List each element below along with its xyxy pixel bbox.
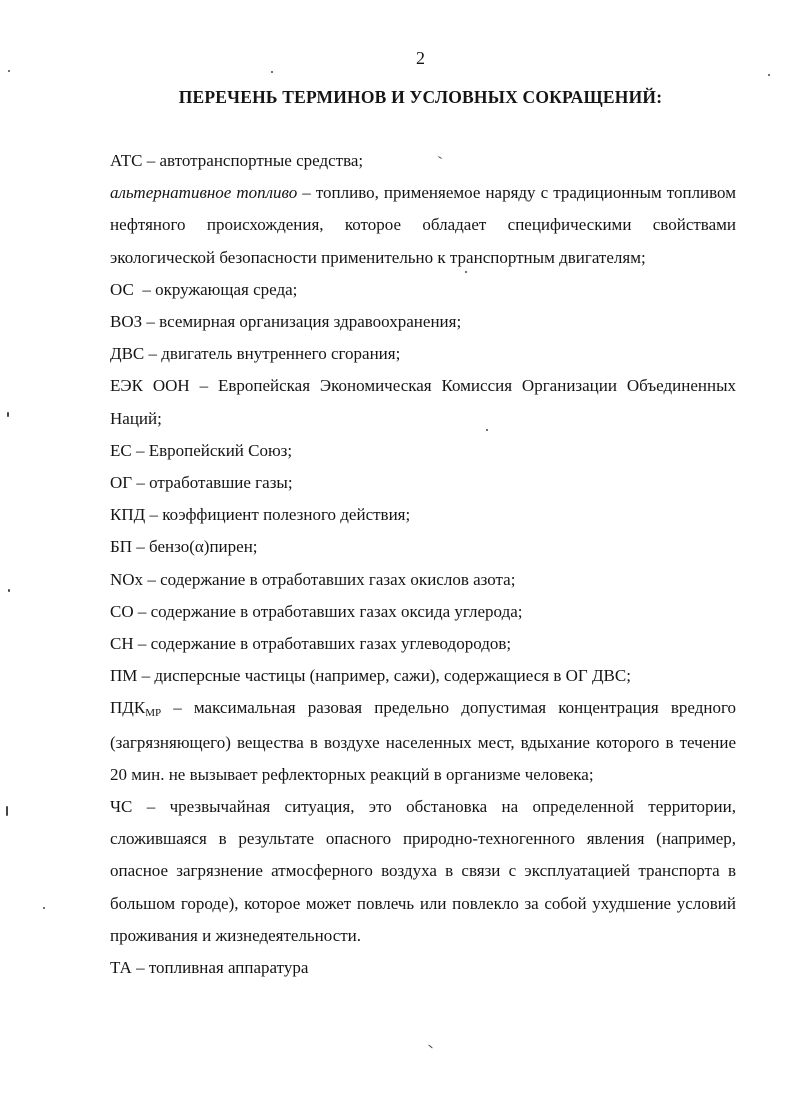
scan-speck: [8, 70, 10, 72]
term-separator: –: [161, 698, 194, 718]
scan-speck: [428, 1045, 432, 1049]
term-definition: Европейский Союз;: [148, 440, 293, 460]
term-entry-pdk-mr: [110, 692, 736, 791]
term-entry-alternative-fuel: [110, 177, 736, 274]
term-separator: –: [132, 473, 150, 493]
scan-speck: [6, 806, 8, 816]
term-separator: –: [133, 634, 151, 654]
term-abbreviation: ЕЭК ООН: [110, 376, 190, 396]
term-entry-nox: [110, 564, 736, 596]
term-definition: дисперсные частицы (например, сажи), содержащиеся в ОГ ДВС;: [154, 666, 631, 686]
term-entry-ch: [110, 628, 736, 660]
term-abbreviation: альтернативное топливо: [110, 183, 298, 203]
term-definition: содержание в отработавших газах углеводородов;: [150, 634, 512, 654]
scan-speck: [8, 589, 10, 592]
term-separator: –: [145, 505, 163, 525]
term-separator: –: [189, 376, 218, 396]
term-abbreviation: ОГ: [110, 473, 133, 493]
term-separator: –: [142, 151, 160, 170]
term-entry-dvs: [110, 338, 736, 370]
scan-speck: [43, 907, 45, 909]
term-abbreviation: ЕС: [110, 440, 132, 460]
term-subscript: МР: [145, 707, 162, 720]
term-separator: –: [132, 797, 170, 817]
term-abbreviation: ПМ: [110, 666, 138, 686]
page-number: 2: [416, 48, 425, 68]
term-abbreviation: СО: [110, 601, 134, 621]
term-definition: двигатель внутреннего сгорания;: [161, 344, 401, 364]
term-entry-voz: [110, 306, 736, 338]
term-separator: –: [144, 344, 162, 364]
term-entry-kpd: [110, 499, 736, 531]
term-separator: –: [137, 666, 155, 686]
term-entry-ats: [110, 145, 736, 177]
term-definition: автотранспортные средства;: [159, 151, 364, 170]
scan-speck: [465, 271, 467, 273]
term-abbreviation: ПДК: [110, 698, 146, 718]
term-separator: –: [131, 958, 149, 978]
term-entry-chs: [110, 791, 736, 952]
term-entry-pm: [110, 660, 736, 692]
term-entry-es: [110, 435, 736, 467]
term-abbreviation: ВОЗ: [110, 312, 143, 332]
term-definition: чрезвычайная ситуация, это обстановка на определенной территории, сложившаяся в результате опасного природно-техногенного явления (например, опасное загрязнение атмосферного воздуха в связи с эксплуатацией транспорта в большом городе), которое может повлечь или повлекло за собой ухудшение условий проживания и жизнедеятельности.: [110, 797, 736, 945]
term-definition: содержание в отработавших газах оксида углерода;: [150, 601, 523, 621]
term-abbreviation: ДВС: [110, 344, 145, 364]
term-definition: топливо, применяемое наряду с традиционным топливом нефтяного происхождения, которое обладает специфическими свойствами экологической безопасности применительно к транспортным двигателям;: [110, 183, 736, 267]
term-definition: максимальная разовая предельно допустимая концентрация вредного (загрязняющего) вещества в воздухе населенных мест, вдыхание которого в течение 20 мин. не вызывает рефлекторных реакций в организме человека;: [110, 698, 736, 784]
term-separator: –: [131, 440, 149, 460]
scan-speck: [271, 71, 273, 73]
term-definition: окружающая среда;: [155, 279, 298, 299]
term-definition: отработавшие газы;: [149, 473, 293, 493]
term-definition: содержание в отработавших газах окислов азота;: [160, 569, 516, 589]
term-abbreviation: СН: [110, 634, 134, 654]
term-abbreviation: БП: [110, 537, 133, 557]
scan-speck: [486, 429, 488, 431]
term-definition: топливная аппаратура: [148, 958, 309, 978]
term-abbreviation: АТС: [110, 151, 143, 170]
scan-speck: [768, 74, 770, 76]
terms-list: [110, 145, 736, 984]
page-title: ПЕРЕЧЕНЬ ТЕРМИНОВ И УСЛОВНЫХ СОКРАЩЕНИЙ:: [178, 87, 663, 107]
term-entry-eek-oon: [110, 370, 736, 434]
term-separator: –: [132, 537, 150, 557]
scan-speck: [7, 412, 9, 417]
term-abbreviation: NOx: [110, 569, 144, 589]
term-entry-co: [110, 596, 736, 628]
term-abbreviation: ЧС: [110, 797, 133, 817]
term-separator: –: [142, 312, 160, 332]
term-separator: –: [133, 279, 156, 299]
term-definition: бензо(α)пирен;: [149, 537, 258, 557]
term-separator: –: [143, 569, 161, 589]
term-abbreviation: КПД: [110, 505, 146, 525]
term-abbreviation: ТА: [110, 958, 132, 978]
term-definition: Европейская Экономическая Комиссия Организации Объединенных Наций;: [110, 376, 736, 428]
term-entry-bp: [110, 531, 736, 563]
term-definition: коэффициент полезного действия;: [162, 505, 411, 525]
term-entry-ta: [110, 952, 736, 984]
term-separator: –: [133, 601, 151, 621]
term-entry-os: [110, 274, 736, 306]
term-definition: всемирная организация здравоохранения;: [159, 312, 462, 332]
term-entry-og: [110, 467, 736, 499]
term-separator: –: [297, 183, 316, 203]
term-abbreviation: ОС: [110, 279, 134, 299]
